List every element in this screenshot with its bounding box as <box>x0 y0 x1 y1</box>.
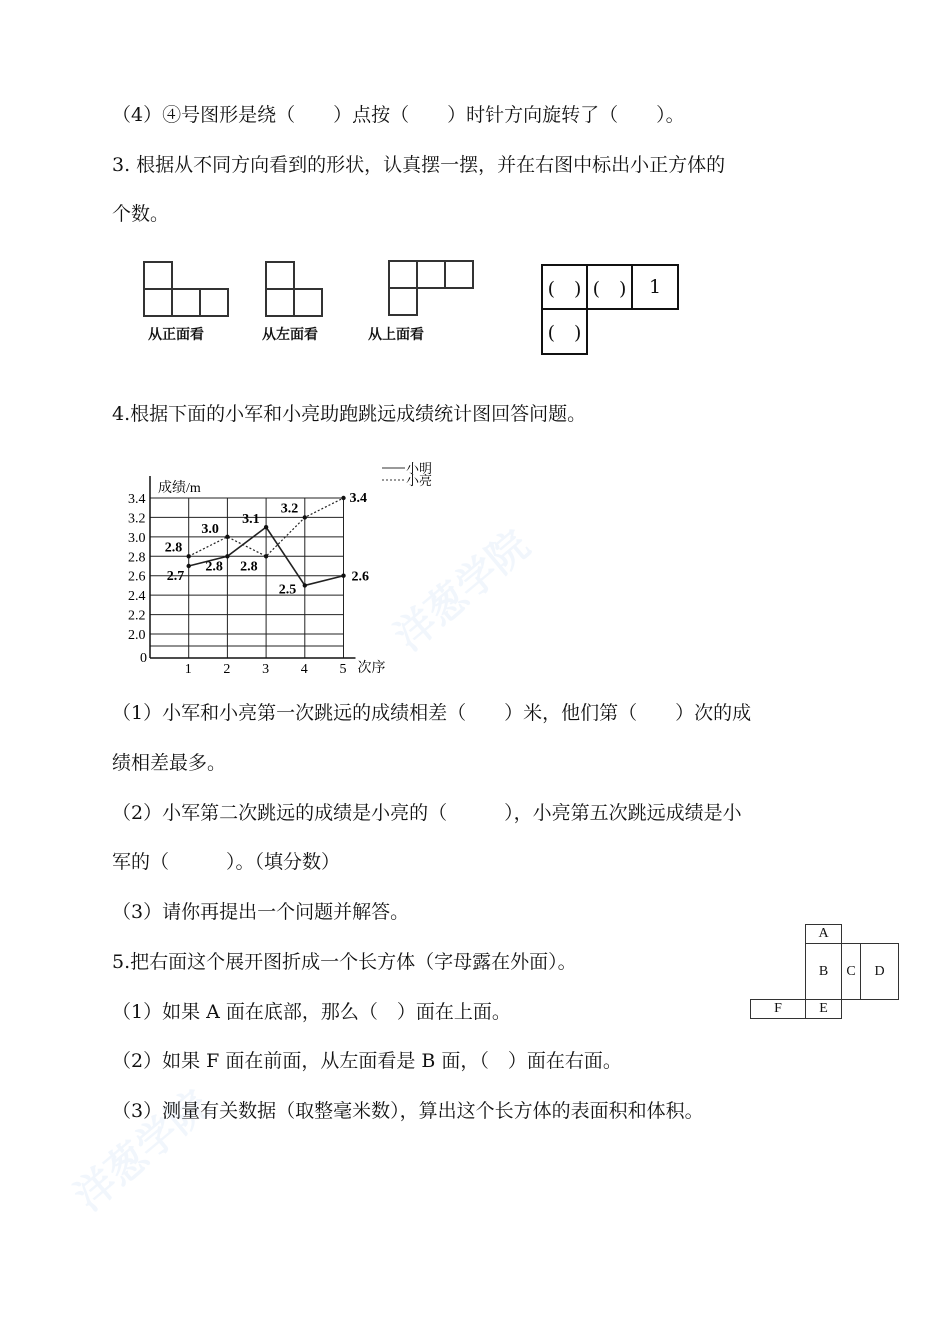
data-point <box>187 564 191 568</box>
net-face-c: C <box>841 943 861 1000</box>
q4-part2-line1: （2）小军第二次跳远的成绩是小亮的（ ），小亮第五次跳远成绩是小 <box>112 802 742 824</box>
q5-title: 5.把右面这个展开图折成一个长方体（字母露在外面）。 <box>112 951 577 973</box>
left-view-label: 从左面看 <box>262 327 318 343</box>
q3-line1: 3. 根据从不同方向看到的形状，认真摆一摆，并在右图中标出小正方体的 <box>112 154 726 176</box>
x-axis-label: 次序 <box>357 661 386 676</box>
y-tick-label: 3.4 <box>128 492 146 507</box>
data-label: 2.8 <box>205 559 223 575</box>
x-tick-label: 3 <box>262 662 270 676</box>
net-face-e: E <box>805 999 842 1019</box>
y-tick-label: 2.0 <box>128 628 146 643</box>
q4-part3: （3）请你再提出一个问题并解答。 <box>112 901 410 923</box>
data-label: 3.0 <box>201 521 219 537</box>
data-label: 3.4 <box>349 491 367 506</box>
x-tick-label: 5 <box>339 662 347 676</box>
y-tick-label: 2.2 <box>128 608 146 624</box>
net-face-f: F <box>750 999 806 1019</box>
data-point <box>303 583 307 587</box>
y-tick-label: 3.0 <box>128 530 146 546</box>
q4-part1-line1: （1）小军和小亮第一次跳远的成绩相差（ ）米，他们第（ ）次的成 <box>112 702 752 724</box>
data-label: 2.5 <box>278 582 297 598</box>
y-tick-label: 2.8 <box>128 550 146 566</box>
y-tick-label: 2.6 <box>128 569 146 585</box>
q4-part1-line2: 绩相差最多。 <box>112 752 227 774</box>
q4-title: 4.根据下面的小军和小亮助跑跳远成绩统计图回答问题。 <box>112 403 587 425</box>
data-label: 2.8 <box>240 559 258 575</box>
data-point <box>264 554 268 558</box>
x-tick-label: 4 <box>300 662 308 676</box>
watermark: 洋葱学院 <box>386 522 539 661</box>
legend-label: 小明 <box>406 461 433 476</box>
grid-cell: 1 <box>631 264 679 310</box>
q5-part1: （1）如果 A 面在底部，那么（ ）面在上面。 <box>112 1001 511 1023</box>
grid-cell[interactable]: ( ) <box>586 264 633 310</box>
data-point <box>264 525 268 529</box>
legend-label: 小亮 <box>406 473 433 488</box>
data-label: 3.1 <box>242 512 260 528</box>
data-point <box>225 535 229 539</box>
q5-part2: （2）如果 F 面在前面，从左面看是 B 面，（ ）面在右面。 <box>112 1050 622 1072</box>
y-tick-label: 3.2 <box>128 511 146 527</box>
data-point <box>187 554 191 558</box>
watermark: 洋葱学院 <box>66 1082 219 1221</box>
y-axis-label: 成绩/m <box>158 481 201 496</box>
data-label: 2.7 <box>166 569 185 584</box>
x-tick-label: 1 <box>184 662 192 676</box>
x-tick-label: 2 <box>223 662 231 676</box>
net-face-b: B <box>805 943 842 1000</box>
data-label: 2.8 <box>164 540 183 556</box>
q3-line2: 个数。 <box>112 203 170 225</box>
y-tick-label: 2.4 <box>128 589 146 605</box>
q2-part4: （4）④号图形是绕（ ）点按（ ）时针方向旋转了（ ）。 <box>112 104 685 126</box>
data-point <box>303 515 307 519</box>
data-point <box>341 574 345 578</box>
data-point <box>225 554 229 558</box>
jump-chart <box>120 458 460 676</box>
net-face-a: A <box>805 924 842 944</box>
net-face-d: D <box>860 943 899 1000</box>
data-label: 3.2 <box>280 501 299 517</box>
q5-part3: （3）测量有关数据（取整毫米数），算出这个长方体的表面积和体积。 <box>112 1100 704 1122</box>
front-view-label: 从正面看 <box>148 327 204 343</box>
top-view-label: 从上面看 <box>368 327 424 343</box>
grid-cell[interactable]: ( ) <box>541 308 588 355</box>
data-point <box>341 496 345 500</box>
origin-label: 0 <box>140 651 147 666</box>
grid-cell[interactable]: ( ) <box>541 264 588 310</box>
q4-part2-line2: 军的（ ）。（填分数） <box>112 851 341 873</box>
data-label: 2.6 <box>351 569 369 585</box>
